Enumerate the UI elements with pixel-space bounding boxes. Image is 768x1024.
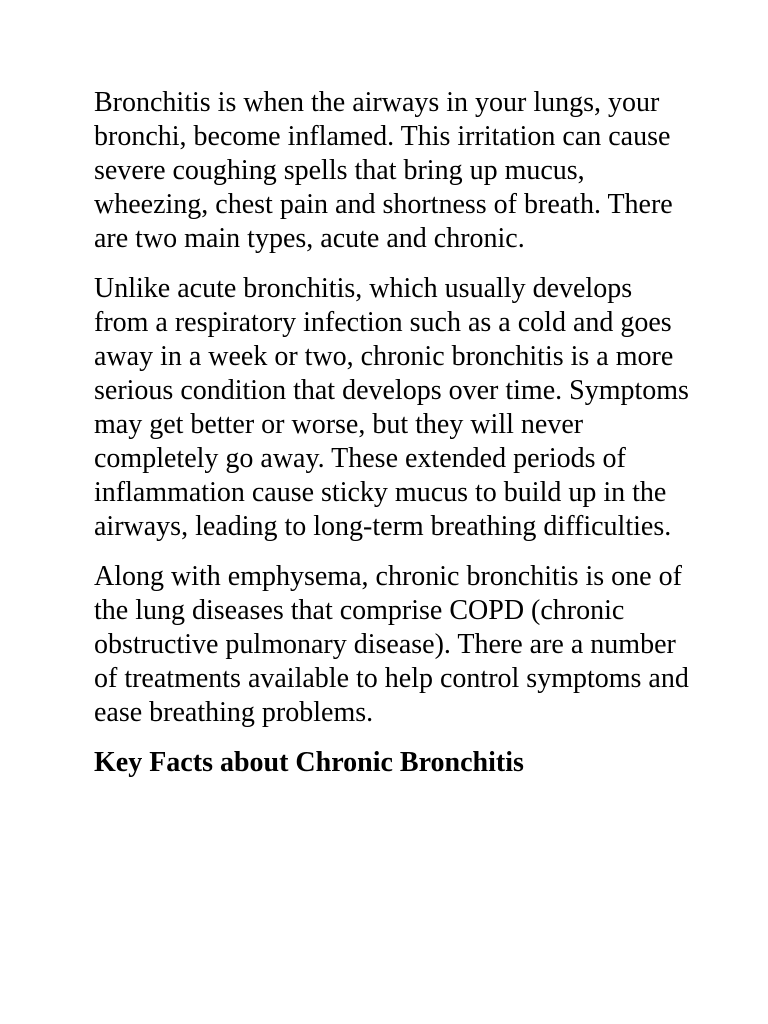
- paragraph-intro: Bronchitis is when the airways in your lungs, your bronchi, become inflamed. This irritation can cause severe coughing spells that bring up mucus, wheezing, chest pain and shortness of breath. There are two main types, acute and chronic.: [94, 87, 673, 254]
- document-body: [94, 86, 690, 780]
- paragraph-chronic-vs-acute: Unlike acute bronchitis, which usually develops from a respiratory infection such as a cold and goes away in a week or two, chronic bronchitis is a more serious condition that develops over time. Symptoms may get better or worse, but they will never completely go away. These extended periods of inflammation cause sticky mucus to build up in the airways, leading to long-term breathing difficulties.: [94, 273, 689, 542]
- section-heading: Key Facts about Chronic Bronchitis: [94, 747, 524, 778]
- paragraph-copd: Along with emphysema, chronic bronchitis is one of the lung diseases that comprise COPD (chronic obstructive pulmonary disease). There are a number of treatments available to help control symptoms and ease breathing problems.: [94, 561, 689, 728]
